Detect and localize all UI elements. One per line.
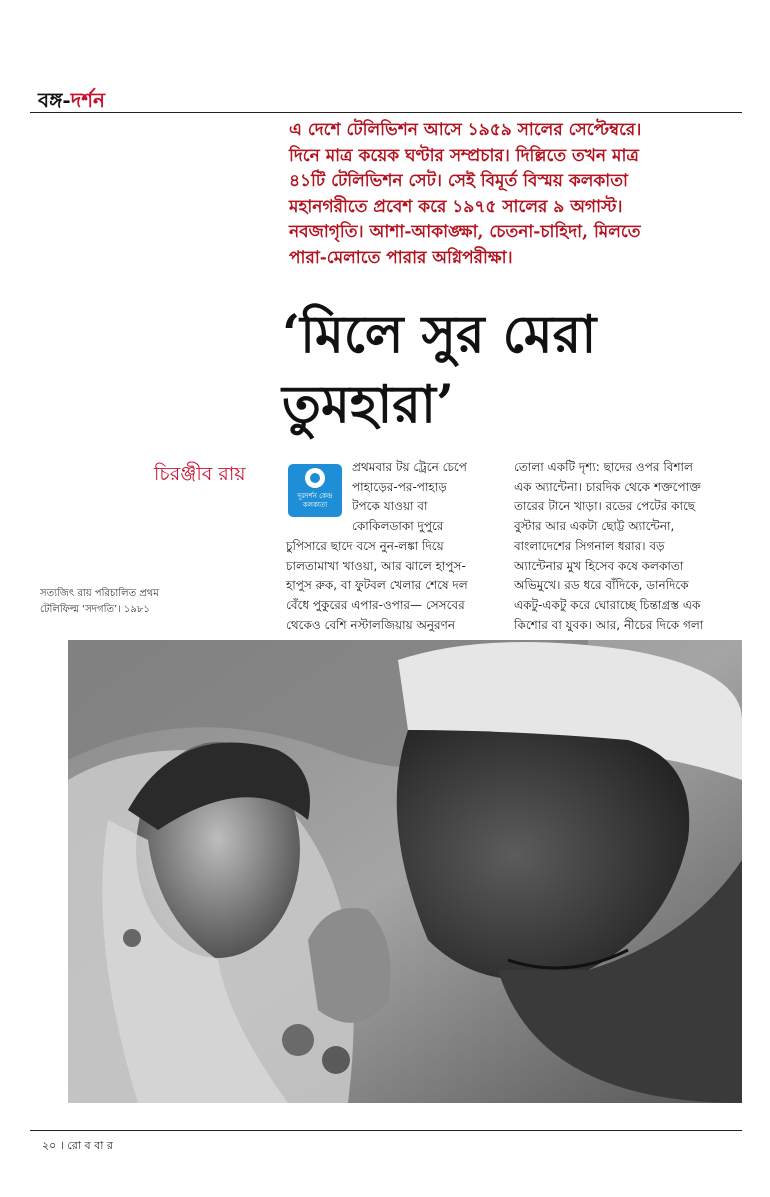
intro-line: এ দেশে টেলিভিশন আসে ১৯৫৯ সালের সেপ্টেম্বরে। <box>289 120 642 140</box>
body-line: চুপিসারে ছাদে বসে নুন-লঙ্কা দিয়ে <box>286 538 444 553</box>
intro-line: নবজাগৃতি। আশা-আকাঙ্ক্ষা, চেতনা-চাহিদা, মিলতে <box>289 222 641 242</box>
logo-text-city: কলকাতা <box>302 501 328 509</box>
author-byline: চিরঞ্জীব রায় <box>154 463 246 485</box>
body-line: বুস্টার আর একটা ছোট্ট অ্যান্টেনা, <box>514 519 675 534</box>
intro-line: দিনে মাত্র কয়েক ঘণ্টার সম্প্রচার। দিল্লিতে তখন মাত্র <box>289 145 639 166</box>
bottom-rule <box>30 1130 742 1131</box>
body-line: টপকে যাওয়া বা <box>352 499 428 514</box>
footer-separator: । <box>59 1139 64 1152</box>
body-line: চালতামাখা খাওয়া, আর ঝালে হাপুস- <box>286 558 466 573</box>
section-tag <box>38 86 105 119</box>
body-line: থেকেও বেশি নস্টালজিয়ায় অনুরণন <box>286 617 456 632</box>
headline-line-2: তুমহারা’ <box>282 374 455 435</box>
photo-caption <box>40 586 200 618</box>
section-tag-accent: দর্শন <box>70 88 105 112</box>
top-rule <box>30 112 742 113</box>
magazine-name: রো ব বা র <box>67 1139 113 1152</box>
body-line: এক অ্যান্টেনা। চারদিক থেকে শক্তপোক্ত <box>514 479 701 494</box>
intro-paragraph <box>289 118 741 271</box>
intro-line: পারা-মেলাতে পারার অগ্নিপরীক্ষা। <box>289 247 513 268</box>
body-line: একটু-একটু করে ঘোরাচ্ছে চিন্তাগ্রস্ত এক <box>514 597 701 612</box>
page-footer <box>42 1137 113 1156</box>
page-number: ২০ <box>42 1139 57 1152</box>
intro-line: মহানগরীতে প্রবেশ করে ১৯৭৫ সালের ৯ অগাস্ট। <box>289 196 623 217</box>
body-line: হাপুস রুক, বা ফুটবল খেলার শেষে দল <box>286 578 468 593</box>
logo-text-small: দূরদর্শন কেন্দ্র <box>297 492 333 500</box>
body-line: কোকিলডাকা দুপুরে <box>352 519 444 534</box>
body-line: প্রথমবার টয় ট্রেনে চেপে <box>352 460 467 474</box>
body-column-1 <box>286 458 498 635</box>
caption-line: সত্যজিৎ রায় পরিচালিত প্রথম <box>40 588 159 599</box>
body-line: পাহাড়ের-পর-পাহাড় <box>352 479 447 494</box>
section-tag-plain: বঙ্গ- <box>38 88 71 112</box>
intro-line: ৪১টি টেলিভিশন সেট। সেই বিমূর্ত বিস্ময় কলকাতা <box>289 171 628 191</box>
film-still-photo <box>68 640 742 1103</box>
body-line: তারের টানে খাড়া। রডের পেটের কাছে <box>514 499 696 514</box>
caption-line: টেলিফিল্ম ‘সদগতি’। ১৯৮১ <box>40 604 150 615</box>
body-line: অ্যান্টেনার মুখ হিসেব কষে কলকাতা <box>514 558 684 573</box>
article-headline <box>282 300 742 440</box>
body-line: অভিমুখে। রড ধরে বাঁদিকে, ডানদিকে <box>514 578 689 593</box>
body-column-2 <box>514 458 742 635</box>
body-line: তোলা একটি দৃশ্য: ছাদের ওপর বিশাল <box>514 460 693 474</box>
body-line: বেঁধে পুকুরের এপার-ওপার— সেসবের <box>286 597 465 612</box>
photo-illustration <box>68 640 742 1103</box>
headline-line-1: ‘মিলে সুর মেরা <box>282 304 597 365</box>
body-line: কিশোর বা যুবক। আর, নীচের দিকে গলা <box>514 617 704 632</box>
body-line: বাংলাদেশের সিগনাল ধরার। বড় <box>514 538 665 553</box>
